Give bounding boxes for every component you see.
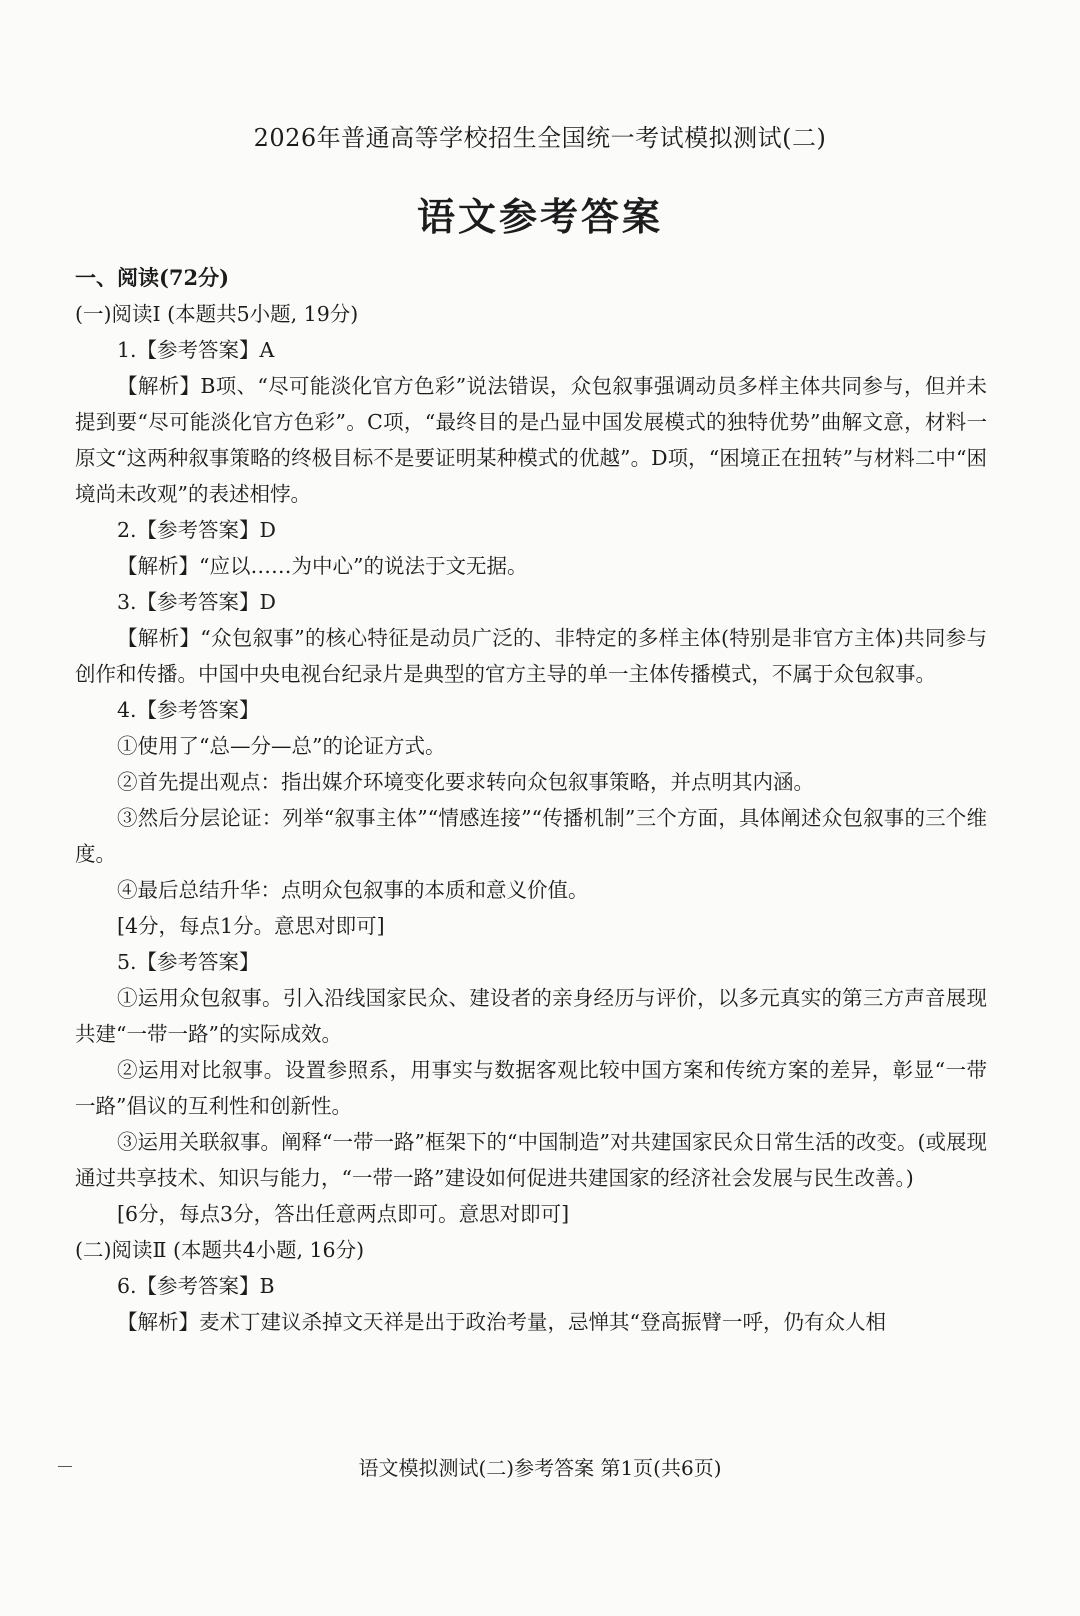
q6-analysis: 【解析】麦术丁建议杀掉文天祥是出于政治考量，忌惮其“登高振臂一呼，仍有众人相 <box>117 1310 886 1334</box>
q4-point-1: ①使用了“总—分—总”的论证方式。 <box>117 734 446 758</box>
q3-answer: 3.【参考答案】D <box>117 590 276 614</box>
q1-analysis: 【解析】B项、“尽可能淡化官方色彩”说法错误，众包叙事强调动员多样主体共同参与，但并未提到要“尽可能淡化官方色彩”。C项，“最终目的是凸显中国发展模式的独特优势”曲解文意，材料一原文“这两种叙事策略的终极目标不是要证明某种模式的优越”。D项，“困境正在扭转”与材料二中“困境尚未改观”的表述相悖。 <box>75 374 987 506</box>
subsection-reading-1: (一)阅读Ⅰ (本题共5小题, 19分) <box>75 302 359 326</box>
answer-content <box>75 260 987 1340</box>
section-reading: 一、阅读(72分) <box>75 265 230 290</box>
exam-header: 2026年普通高等学校招生全国统一考试模拟测试(二) <box>253 124 827 152</box>
q6-answer: 6.【参考答案】B <box>117 1274 275 1298</box>
page-footer: 语文模拟测试(二)参考答案 第1页(共6页) <box>358 1456 722 1480</box>
q5-score-note: [6分，每点3分，答出任意两点即可。意思对即可] <box>117 1202 570 1226</box>
q5-point-1: ①运用众包叙事。引入沿线国家民众、建设者的亲身经历与评价，以多元真实的第三方声音展现共建“一带一路”的实际成效。 <box>75 986 987 1046</box>
q1-answer: 1.【参考答案】A <box>117 338 275 362</box>
q4-score-note: [4分，每点1分。意思对即可] <box>117 914 385 938</box>
q5-answer: 5.【参考答案】 <box>117 950 260 974</box>
q5-point-3: ③运用关联叙事。阐释“一带一路”框架下的“中国制造”对共建国家民众日常生活的改变。(或展现通过共享技术、知识与能力，“一带一路”建设如何促进共建国家的经济社会发展与民生改善。) <box>75 1130 987 1190</box>
q4-answer: 4.【参考答案】 <box>117 698 260 722</box>
subsection-reading-2: (二)阅读Ⅱ (本题共4小题, 16分) <box>75 1238 365 1262</box>
q4-point-4: ④最后总结升华：点明众包叙事的本质和意义价值。 <box>117 878 589 902</box>
document-title: 语文参考答案 <box>416 194 663 239</box>
q4-point-3: ③然后分层论证：列举“叙事主体”“情感连接”“传播机制”三个方面，具体阐述众包叙事的三个维度。 <box>75 806 987 866</box>
q4-point-2: ②首先提出观点：指出媒介环境变化要求转向众包叙事策略，并点明其内涵。 <box>117 770 814 794</box>
q2-answer: 2.【参考答案】D <box>117 518 276 542</box>
q5-point-2: ②运用对比叙事。设置参照系，用事实与数据客观比较中国方案和传统方案的差异，彰显“一带一路”倡议的互利性和创新性。 <box>75 1058 987 1118</box>
q3-analysis: 【解析】“众包叙事”的核心特征是动员广泛的、非特定的多样主体(特别是非官方主体)共同参与创作和传播。中国中央电视台纪录片是典型的官方主导的单一主体传播模式，不属于众包叙事。 <box>75 626 987 686</box>
q2-analysis: 【解析】“应以……为中心”的说法于文无据。 <box>117 554 528 578</box>
